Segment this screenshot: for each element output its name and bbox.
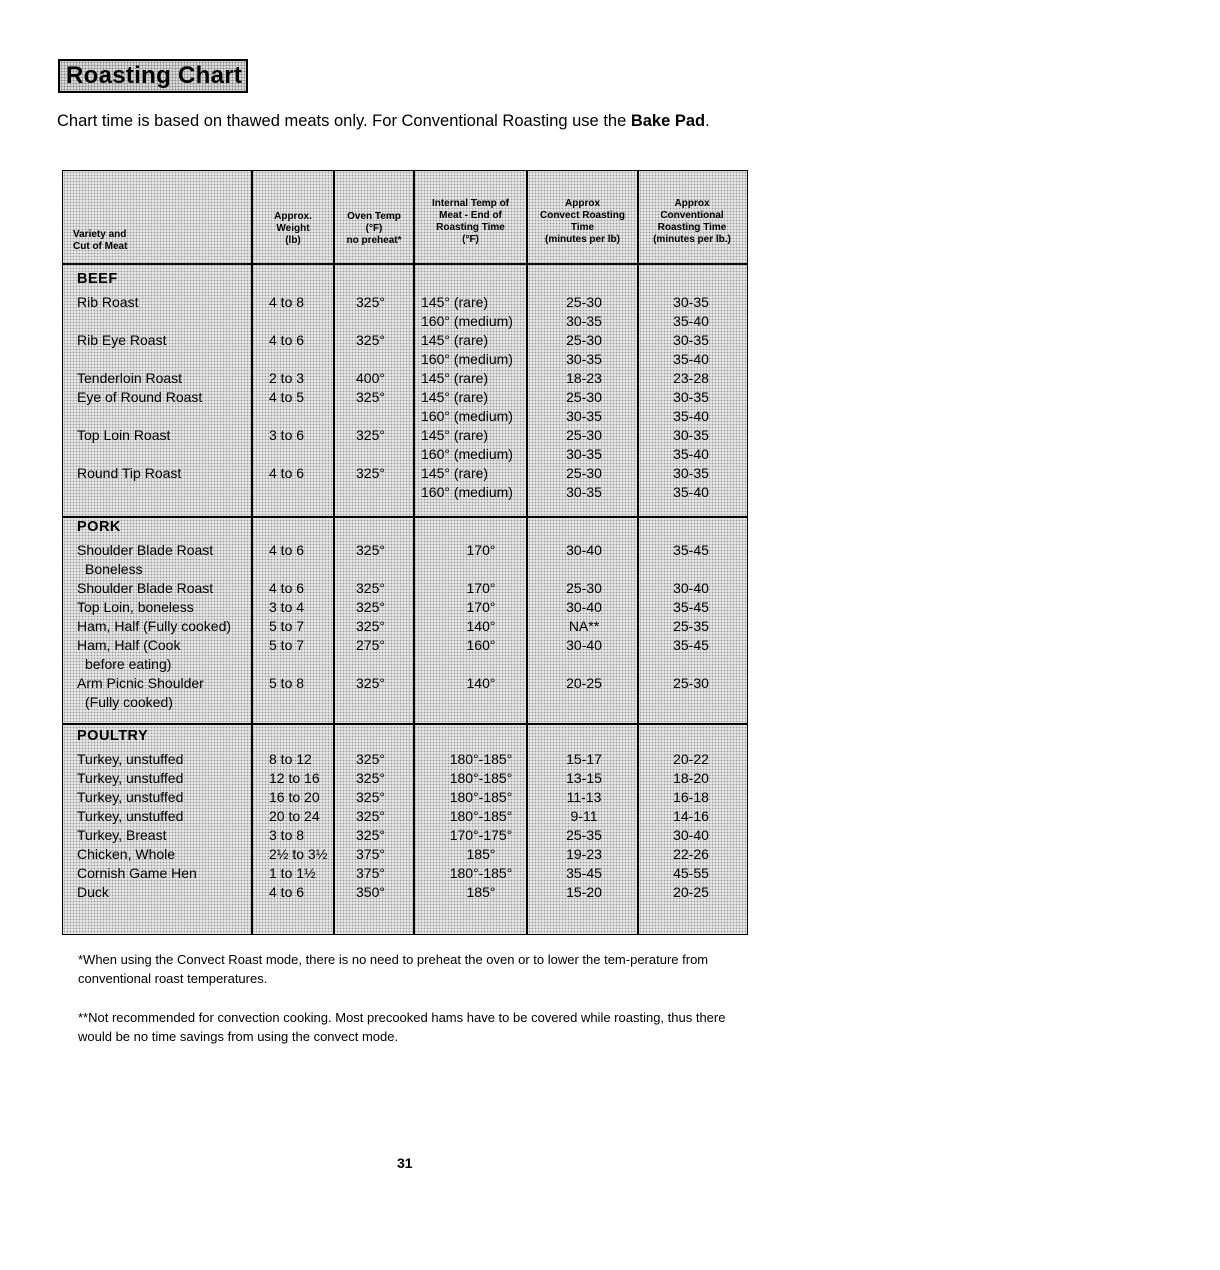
- conventional-time-value: 35-40: [673, 484, 709, 500]
- convect-time-value: 11-13: [566, 789, 602, 805]
- cut-name: Top Loin Roast: [77, 427, 171, 443]
- conventional-time-value: 35-45: [673, 599, 709, 615]
- weight-value: 16 to 20: [269, 789, 320, 805]
- oven-temp-value: 375°: [356, 865, 385, 881]
- internal-temp-value: 160° (medium): [421, 446, 513, 462]
- column-divider: [413, 171, 415, 934]
- convect-time-value: 18-23: [566, 370, 602, 386]
- weight-value: 4 to 6: [269, 542, 305, 558]
- oven-temp-value: 325°: [356, 427, 385, 443]
- cut-name: Turkey, unstuffed: [77, 808, 184, 824]
- cut-name: Ham, Half (Fully cooked): [77, 618, 232, 634]
- internal-temp-value: 160° (medium): [421, 484, 513, 500]
- cut-name: Tenderloin Roast: [77, 370, 183, 386]
- weight-value: 4 to 6: [269, 465, 305, 481]
- internal-temp-value: 170°-175°: [449, 827, 513, 843]
- oven-temp-value: 350°: [356, 884, 385, 900]
- cut-name: Boneless: [85, 561, 143, 577]
- column-header-line: Internal Temp of: [431, 198, 510, 209]
- row-divider: [63, 263, 747, 265]
- conventional-time-value: 35-40: [673, 351, 709, 367]
- weight-value: 3 to 4: [269, 599, 305, 615]
- cut-name: Cornish Game Hen: [77, 865, 197, 881]
- internal-temp-value: 185°: [466, 846, 496, 862]
- oven-temp-value: 325°: [356, 332, 385, 348]
- cut-name: Round Tip Roast: [77, 465, 182, 481]
- internal-temp-value: 145° (rare): [421, 427, 489, 443]
- footnote-not-recommended: **Not recommended for convection cooking. Most precooked hams have to be covered while roasting, thus there would be no time savings from using the convect mode.: [78, 1010, 726, 1044]
- oven-temp-value: 325°: [356, 675, 385, 691]
- convect-time-value: 25-30: [566, 580, 602, 596]
- weight-value: 4 to 6: [269, 580, 305, 596]
- internal-temp-value: 145° (rare): [421, 389, 489, 405]
- convect-time-value: 25-30: [566, 294, 602, 310]
- internal-temp-value: 140°: [466, 675, 496, 691]
- oven-temp-value: 275°: [356, 637, 385, 653]
- conventional-time-value: 30-35: [673, 294, 709, 310]
- cut-name: Eye of Round Roast: [77, 389, 203, 405]
- internal-temp-value: 170°: [466, 599, 496, 615]
- column-header: [253, 211, 333, 247]
- convect-time-value: 25-35: [566, 827, 602, 843]
- convect-time-value: 25-30: [566, 389, 602, 405]
- weight-value: 4 to 6: [269, 332, 305, 348]
- conventional-time-value: 30-35: [673, 427, 709, 443]
- oven-temp-value: 325°: [356, 770, 385, 786]
- conventional-time-value: 30-40: [673, 827, 709, 843]
- column-header-line: (minutes per lb): [544, 234, 620, 245]
- internal-temp-value: 145° (rare): [421, 332, 489, 348]
- cut-name: Shoulder Blade Roast: [77, 580, 214, 596]
- footnote-convect: *When using the Convect Roast mode, there is no need to preheat the oven or to lower the tem-perature from conventional roast temperatures.: [78, 952, 709, 986]
- internal-temp-value: 145° (rare): [421, 370, 489, 386]
- column-header-line: (°F): [462, 234, 479, 245]
- internal-temp-value: 180°-185°: [449, 789, 513, 805]
- oven-temp-value: 325°: [356, 808, 385, 824]
- conventional-time-value: 30-35: [673, 332, 709, 348]
- column-header-line: (°F): [365, 223, 383, 234]
- column-header-line: (lb): [285, 235, 301, 246]
- column-header: [639, 198, 745, 246]
- column-header-line: Cut of Meat: [73, 241, 128, 252]
- cut-name: Rib Roast: [77, 294, 139, 310]
- conventional-time-value: 35-40: [673, 313, 709, 329]
- cut-name: Top Loin, boneless: [77, 599, 194, 615]
- cut-name: Turkey, unstuffed: [77, 789, 184, 805]
- column-divider: [637, 171, 639, 934]
- column-header: [415, 198, 526, 246]
- convect-time-value: 25-30: [566, 332, 602, 348]
- column-header-line: (minutes per lb.): [653, 234, 731, 245]
- internal-temp-value: 180°-185°: [449, 865, 513, 881]
- conventional-time-value: 30-35: [673, 465, 709, 481]
- column-header-line: no preheat*: [346, 235, 402, 246]
- internal-temp-value: 170°: [466, 580, 496, 596]
- cut-name: (Fully cooked): [85, 694, 173, 710]
- convect-time-value: 20-25: [566, 675, 602, 691]
- internal-temp-value: 170°: [466, 542, 496, 558]
- conventional-time-value: 35-40: [673, 408, 709, 424]
- internal-temp-value: 180°-185°: [449, 770, 513, 786]
- convect-time-value: NA**: [568, 618, 600, 634]
- weight-value: 8 to 12: [269, 751, 312, 767]
- column-header: [335, 211, 413, 247]
- convect-time-value: 35-45: [566, 865, 602, 881]
- conventional-time-value: 16-18: [673, 789, 709, 805]
- cut-name: Ham, Half (Cook: [77, 637, 181, 653]
- column-header-line: Meat - End of: [439, 210, 502, 221]
- cut-name: Rib Eye Roast: [77, 332, 167, 348]
- convect-time-value: 19-23: [566, 846, 602, 862]
- column-header-line: Variety and: [73, 229, 127, 240]
- oven-temp-value: 325°: [356, 294, 385, 310]
- internal-temp-value: 185°: [466, 884, 496, 900]
- column-header-line: Approx: [565, 198, 600, 209]
- conventional-time-value: 35-45: [673, 542, 709, 558]
- conventional-time-value: 20-22: [673, 751, 709, 767]
- weight-value: 20 to 24: [269, 808, 320, 824]
- column-header-line: Approx.: [274, 211, 312, 222]
- column-divider: [251, 171, 253, 934]
- intro-text: Chart time is based on thawed meats only. For Conventional Roasting use the Bake Pad.: [57, 112, 710, 130]
- conventional-time-value: 18-20: [673, 770, 709, 786]
- column-divider: [333, 171, 335, 934]
- weight-value: 4 to 6: [269, 884, 305, 900]
- cut-name: Turkey, unstuffed: [77, 770, 184, 786]
- conventional-time-value: 20-25: [673, 884, 709, 900]
- internal-temp-value: 180°-185°: [449, 751, 513, 767]
- weight-value: 3 to 8: [269, 827, 305, 843]
- column-header-line: Approx: [674, 198, 710, 209]
- oven-temp-value: 400°: [356, 370, 385, 386]
- convect-time-value: 9-11: [570, 808, 598, 824]
- internal-temp-value: 160° (medium): [421, 351, 513, 367]
- roasting-table: [62, 170, 748, 935]
- column-divider: [526, 171, 528, 934]
- row-divider: [63, 723, 747, 725]
- oven-temp-value: 325°: [356, 827, 385, 843]
- conventional-time-value: 30-40: [673, 580, 709, 596]
- conventional-time-value: 25-35: [673, 618, 709, 634]
- section-heading: PORK: [77, 519, 121, 535]
- weight-value: 12 to 16: [269, 770, 320, 786]
- convect-time-value: 13-15: [566, 770, 602, 786]
- oven-temp-value: 325°: [356, 599, 385, 615]
- convect-time-value: 30-35: [566, 313, 602, 329]
- weight-value: 4 to 8: [269, 294, 305, 310]
- internal-temp-value: 160°: [466, 637, 496, 653]
- section-heading: BEEF: [77, 271, 118, 287]
- internal-temp-value: 145° (rare): [421, 465, 489, 481]
- convect-time-value: 25-30: [566, 465, 602, 481]
- internal-temp-value: 145° (rare): [421, 294, 489, 310]
- cut-name: Turkey, Breast: [77, 827, 167, 843]
- convect-time-value: 30-40: [566, 637, 602, 653]
- convect-time-value: 15-17: [566, 751, 602, 767]
- cut-name: Turkey, unstuffed: [77, 751, 184, 767]
- page-title: Roasting Chart: [58, 59, 248, 93]
- oven-temp-value: 325°: [356, 751, 385, 767]
- internal-temp-value: 180°-185°: [449, 808, 513, 824]
- oven-temp-value: 375°: [356, 846, 385, 862]
- conventional-time-value: 23-28: [673, 370, 709, 386]
- conventional-time-value: 35-40: [673, 446, 709, 462]
- convect-time-value: 30-35: [566, 351, 602, 367]
- page-number: 31: [397, 1155, 413, 1171]
- internal-temp-value: 160° (medium): [421, 408, 513, 424]
- cut-name: Duck: [77, 884, 109, 900]
- row-divider: [63, 516, 747, 518]
- internal-temp-value: 160° (medium): [421, 313, 513, 329]
- section-heading: POULTRY: [77, 728, 149, 744]
- convect-time-value: 30-35: [566, 484, 602, 500]
- column-header-line: Convect Roasting: [539, 210, 625, 221]
- conventional-time-value: 25-30: [673, 675, 709, 691]
- oven-temp-value: 325°: [356, 542, 385, 558]
- convect-time-value: 25-30: [566, 427, 602, 443]
- weight-value: 2 to 3: [269, 370, 305, 386]
- convect-time-value: 30-40: [566, 542, 602, 558]
- weight-value: 1 to 1½: [269, 865, 316, 881]
- weight-value: 4 to 5: [269, 389, 305, 405]
- column-header-line: Conventional: [660, 210, 724, 221]
- column-header-line: Roasting Time: [436, 222, 505, 233]
- weight-value: 3 to 6: [269, 427, 305, 443]
- cut-name: Chicken, Whole: [77, 846, 176, 862]
- convect-time-value: 15-20: [566, 884, 602, 900]
- weight-value: 5 to 8: [269, 675, 305, 691]
- conventional-time-value: 35-45: [673, 637, 709, 653]
- oven-temp-value: 325°: [356, 618, 385, 634]
- column-header: [528, 198, 637, 246]
- weight-value: 2½ to 3½: [269, 846, 328, 862]
- oven-temp-value: 325°: [356, 580, 385, 596]
- column-header-line: Time: [570, 222, 595, 233]
- conventional-time-value: 45-55: [673, 865, 709, 881]
- conventional-time-value: 14-16: [673, 808, 709, 824]
- column-header: [73, 229, 243, 253]
- cut-name: Shoulder Blade Roast: [77, 542, 214, 558]
- cut-name: Arm Picnic Shoulder: [77, 675, 204, 691]
- oven-temp-value: 325°: [356, 389, 385, 405]
- convect-time-value: 30-35: [566, 408, 602, 424]
- internal-temp-value: 140°: [466, 618, 496, 634]
- cut-name: before eating): [85, 656, 172, 672]
- conventional-time-value: 30-35: [673, 389, 709, 405]
- convect-time-value: 30-40: [566, 599, 602, 615]
- column-header-line: Weight: [276, 223, 310, 234]
- column-header-line: Oven Temp: [347, 211, 401, 222]
- conventional-time-value: 22-26: [673, 846, 709, 862]
- weight-value: 5 to 7: [269, 637, 305, 653]
- oven-temp-value: 325°: [356, 465, 385, 481]
- column-header-line: Roasting Time: [657, 222, 727, 233]
- convect-time-value: 30-35: [566, 446, 602, 462]
- weight-value: 5 to 7: [269, 618, 305, 634]
- oven-temp-value: 325°: [356, 789, 385, 805]
